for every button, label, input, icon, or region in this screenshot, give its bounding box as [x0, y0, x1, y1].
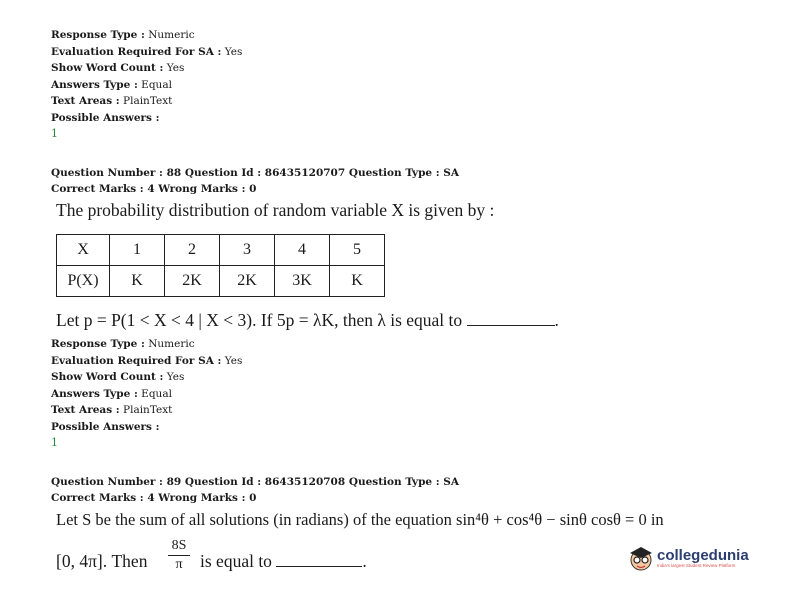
response-type-label: Response Type :	[51, 29, 145, 41]
q88-line2	[56, 310, 559, 331]
table-cell: K	[110, 266, 165, 297]
probability-table	[56, 234, 385, 297]
answers-type-label: Answers Type :	[51, 78, 138, 91]
table-cell: 4	[275, 235, 330, 266]
q89-tail	[200, 551, 367, 572]
table-cell: P(X)	[57, 266, 110, 297]
text-areas-value: PlainText	[123, 404, 173, 416]
q88-header-line: Question Number : 88 Question Id : 86435120707 Question Type : SA	[51, 167, 460, 179]
logo-name: collegedunia	[657, 547, 749, 564]
possible-answer-value: 1	[51, 127, 58, 140]
table-cell: 1	[110, 235, 165, 266]
possible-answers-label: Possible Answers :	[51, 111, 160, 124]
table-cell: 2	[165, 235, 220, 266]
answer-blank	[467, 325, 555, 326]
q89-interval: [0, 4π]. Then	[56, 551, 148, 571]
table-row-x	[57, 235, 385, 266]
eval-value: Yes	[224, 354, 243, 367]
answers-type-label: Answers Type :	[51, 387, 138, 400]
logo-tagline: India's largest Student Review Platform	[657, 563, 736, 568]
fraction-numerator: 8S	[171, 538, 187, 553]
table-cell: 3	[220, 235, 275, 266]
meta-block-2	[51, 337, 242, 434]
q89-header	[51, 475, 459, 506]
fraction-bar	[168, 555, 190, 556]
possible-answer-value: 1	[51, 436, 58, 449]
eval-value: Yes	[224, 45, 243, 58]
q88-text: The probability distribution of random variable X is given by :	[56, 200, 495, 220]
possible-answers-label: Possible Answers :	[51, 420, 160, 433]
word-count-value: Yes	[166, 62, 185, 74]
eval-label: Evaluation Required For SA :	[51, 45, 222, 58]
table-cell: 3K	[275, 266, 330, 297]
q89-tail-text: is equal to	[200, 551, 272, 571]
text-areas-value: PlainText	[123, 95, 173, 107]
table-row-px	[57, 266, 385, 297]
text-areas-label: Text Areas :	[51, 95, 120, 107]
fraction-8s-over-pi	[166, 538, 192, 572]
table-cell: 2K	[165, 266, 220, 297]
q88-marks: Correct Marks : 4 Wrong Marks : 0	[51, 183, 257, 195]
mascot-icon	[628, 544, 654, 572]
q89-marks: Correct Marks : 4 Wrong Marks : 0	[51, 492, 257, 504]
q88-period: .	[554, 310, 559, 330]
q89-period: .	[362, 551, 367, 571]
q88-condition-text: Let p = P(1 < X < 4 | X < 3). If 5p = λK, then λ is equal to	[56, 310, 463, 330]
table-cell: 2K	[220, 266, 275, 297]
q88-header	[51, 166, 459, 197]
q89-text: Let S be the sum of all solutions (in radians) of the equation sin⁴θ + cos⁴θ − sinθ cosθ = 0 in	[56, 510, 664, 529]
table-cell: X	[57, 235, 110, 266]
response-type-value: Numeric	[148, 338, 195, 350]
fraction-denominator: π	[175, 557, 183, 572]
answer-blank	[276, 566, 362, 567]
table-cell: 5	[330, 235, 385, 266]
meta-block-1	[51, 28, 242, 125]
table-cell: K	[330, 266, 385, 297]
text-areas-label: Text Areas :	[51, 404, 120, 416]
response-type-value: Numeric	[148, 29, 195, 41]
answers-type-value: Equal	[141, 387, 172, 400]
response-type-label: Response Type :	[51, 338, 145, 350]
answers-type-value: Equal	[141, 78, 172, 91]
q89-header-line: Question Number : 89 Question Id : 86435120708 Question Type : SA	[51, 476, 460, 488]
word-count-value: Yes	[166, 371, 185, 383]
collegedunia-logo	[628, 544, 749, 572]
eval-label: Evaluation Required For SA :	[51, 354, 222, 367]
word-count-label: Show Word Count :	[51, 371, 164, 383]
word-count-label: Show Word Count :	[51, 62, 164, 74]
